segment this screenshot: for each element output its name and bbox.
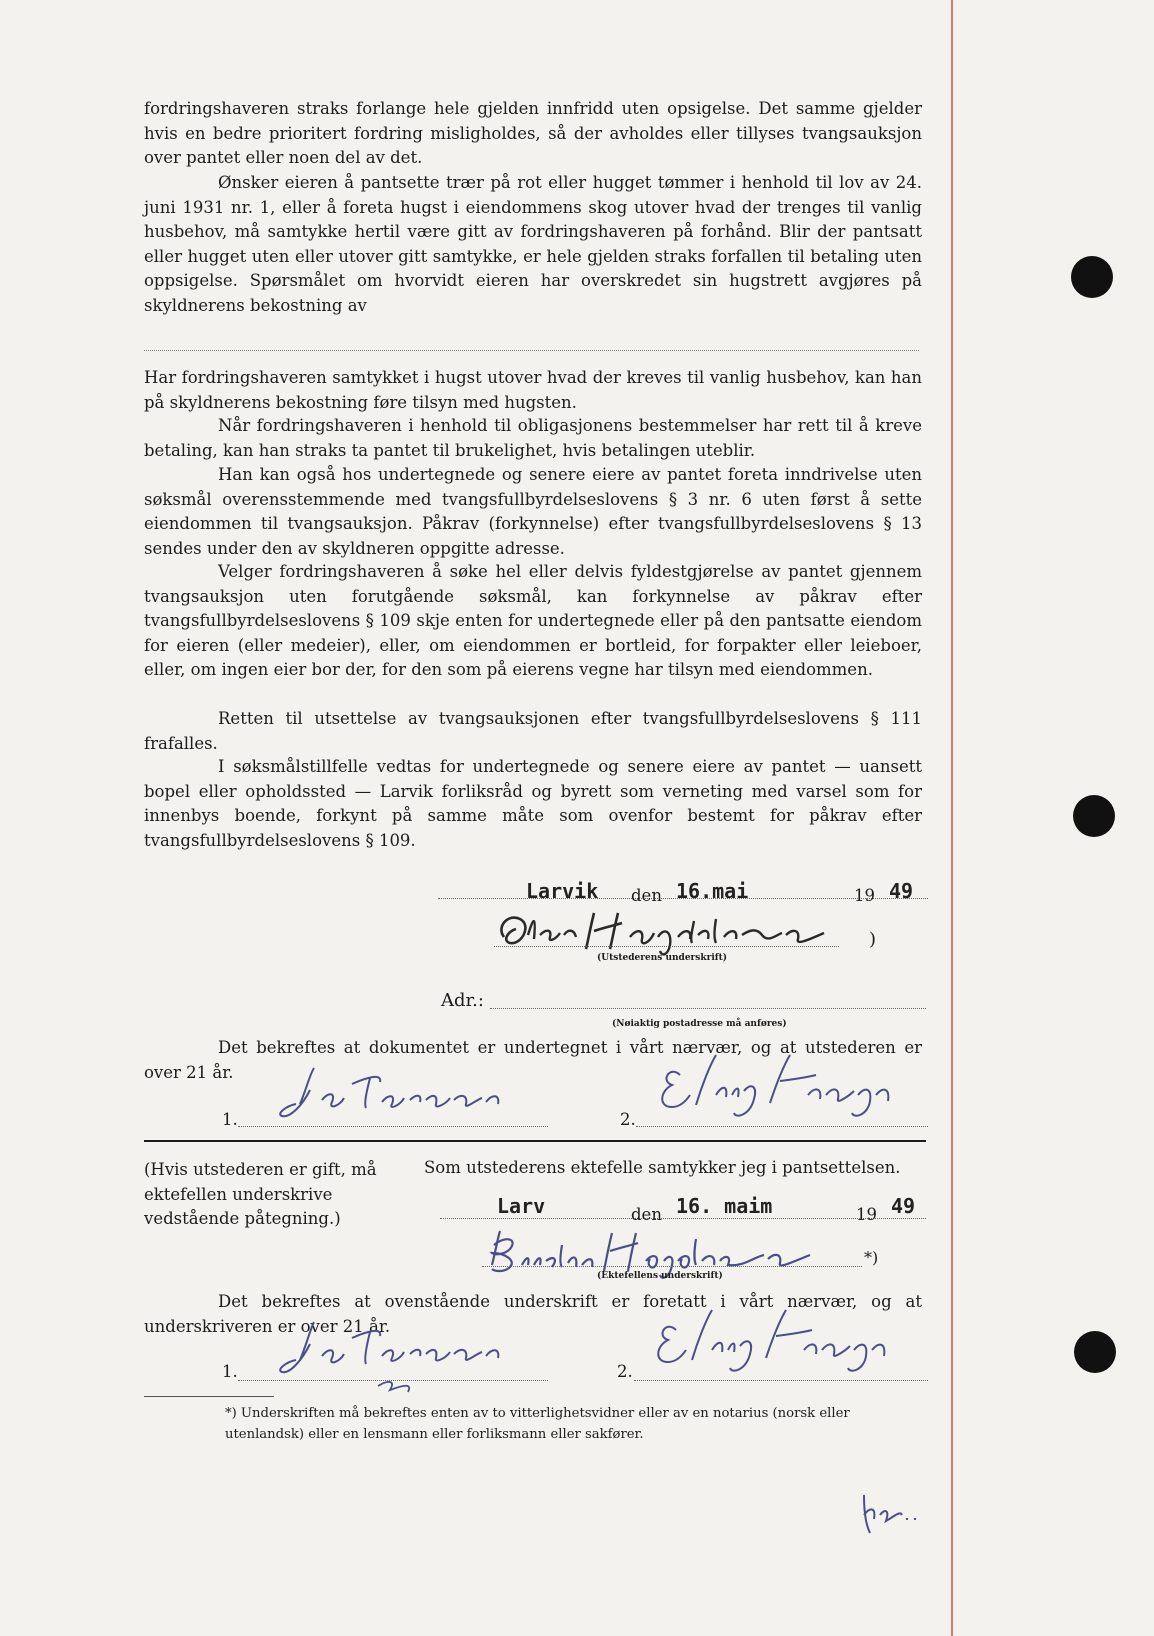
address-caption: (Nøiaktig postadresse må anføres) bbox=[612, 1019, 787, 1029]
spouse-place: Larv bbox=[497, 1194, 546, 1218]
margin-rule bbox=[951, 0, 953, 1636]
spouse-signature-close: *) bbox=[864, 1248, 879, 1267]
paragraph-2: Ønsker eieren å pantsette trær på rot eller hugget tømmer i henhold til lov av 24. juni 1931 nr. 1, eller å foreta hugst i eiendommens skog utover hvad der trenges til vanlig husbehov, må samtykke hertil være gitt av fordringshaveren på forhånd. Blir der pantsatt eller hugget uten eller utover gitt samtykke, er hele gjelden straks forfallen til betaling uten oppsigelse. Spørsmålet om hvorvidt eieren har overskredet sin hugstrett avgjøres på skyldnerens bekostning av bbox=[144, 173, 922, 315]
spouse-date-line bbox=[440, 1218, 926, 1219]
punch-hole bbox=[1073, 795, 1115, 837]
footnote: *) Underskriften må bekreftes enten av to vitterlighetsvidner eller av en notarius (norsk eller utenlandsk) eller en lensmann eller forliksmann eller sakfører. bbox=[225, 1406, 850, 1442]
punch-hole bbox=[1071, 256, 1113, 298]
marginal-initials bbox=[856, 1485, 926, 1545]
issuer-place: Larvik bbox=[526, 879, 599, 903]
paragraph-5: Han kan også hos undertegnede og senere eiere av pantet foreta inndrivelse uten søksmål overensstemmende med tvangsfullbyrdelseslovens § 3 nr. 6 uten først å sette eiendommen til tvangsauksjon. Påkrav (forkynnelse) efter tvangsfullbyrdelseslovens § 13 sendes under den av skyldneren oppgitte adresse. bbox=[144, 465, 922, 558]
witness1-signature-2 bbox=[640, 1045, 940, 1125]
witness2-signature-1 bbox=[270, 1310, 560, 1400]
spouse-consent: Som utstederens ektefelle samtykker jeg i pantsettelsen. bbox=[424, 1158, 901, 1177]
paragraph-1: fordringshaveren straks forlange hele gjelden innfridd uten opsigelse. Det samme gjelder hvis en bedre prioritert fordring misligholdes, så der avholdes eller tillyses tvangsauksjon over pantet eller noen del av det. bbox=[144, 99, 922, 167]
witness-statement-2: Det bekreftes at ovenstående underskrift er foretatt i vårt nærvær, og at underskriveren er over 21 år. bbox=[144, 1292, 922, 1336]
punch-hole bbox=[1074, 1331, 1116, 1373]
witness1-signature-1 bbox=[270, 1060, 550, 1130]
spouse-den-label: den bbox=[631, 1205, 662, 1224]
issuer-signature-close: ) bbox=[869, 929, 877, 950]
footnote-rule bbox=[144, 1396, 274, 1397]
address-label: Adr.: bbox=[441, 990, 484, 1011]
paragraph-3: Har fordringshaveren samtykket i hugst utover hvad der kreves til vanlig husbehov, kan han på skyldnerens bekostning føre tilsyn med hugsten. bbox=[144, 368, 922, 412]
issuer-year-suffix: 49 bbox=[889, 879, 914, 903]
witness2-signature-2 bbox=[636, 1298, 936, 1383]
spouse-signature-line bbox=[482, 1266, 862, 1267]
issuer-den-label: den bbox=[631, 886, 662, 905]
issuer-year-prefix: 19 bbox=[854, 886, 875, 905]
address-line bbox=[490, 1008, 926, 1009]
spouse-signature-caption: (Ektefellens underskrift) bbox=[597, 1271, 723, 1281]
dotted-rule bbox=[144, 350, 919, 351]
paragraph-7: Retten til utsettelse av tvangsauksjonen efter tvangsfullbyrdelseslovens § 111 frafalles. bbox=[144, 709, 922, 753]
spouse-year-prefix: 19 bbox=[856, 1205, 877, 1224]
issuer-date: 16.mai bbox=[676, 879, 749, 903]
issuer-signature-line bbox=[494, 946, 839, 947]
spouse-note: (Hvis utstederen er gift, må ektefellen underskrive vedstående påtegning.) bbox=[144, 1160, 377, 1228]
witness2-number-1: 1. bbox=[222, 1362, 238, 1381]
issuer-signature bbox=[494, 905, 877, 960]
witness2-number-2: 2. bbox=[617, 1362, 633, 1381]
witness1-number-1: 1. bbox=[222, 1110, 238, 1129]
spouse-date: 16. maim bbox=[676, 1194, 773, 1218]
witness1-line-2 bbox=[636, 1126, 928, 1127]
witness-statement-1: Det bekreftes at dokumentet er undertegnet i vårt nærvær, og at utstederen er over 21 år. bbox=[144, 1038, 922, 1082]
paragraph-4: Når fordringshaveren i henhold til obligasjonens bestemmelser har rett til å kreve betaling, kan han straks ta pantet til brukelighet, hvis betalingen uteblir. bbox=[144, 416, 922, 460]
section-divider bbox=[144, 1140, 926, 1142]
paragraph-8: I søksmålstillfelle vedtas for undertegnede og senere eiere av pantet — uansett bopel eller opholdssted — Larvik forliksråd og byrett som verneting med varsel som for innenbys boende, forkynt på samme måte som ovenfor bestemt for påkrav efter tvangsfullbyrdelseslovens § 109. bbox=[144, 757, 922, 850]
witness1-number-2: 2. bbox=[620, 1110, 636, 1129]
paragraph-6: Velger fordringshaveren å søke hel eller delvis fyldestgjørelse av pantet gjennem tvangsauksjon uten forutgående søksmål, kan forkynnelse av påkrav efter tvangsfullbyrdelseslovens § 109 skje enten for undertegnede eller på den pantsatte eiendom for eieren (eller medeier), eller, om eiendommen er bortleid, for forpakter eller leieboer, eller, om ingen eier bor der, for den som på eierens vegne har tilsyn med eiendommen. bbox=[144, 562, 922, 679]
spouse-year-suffix: 49 bbox=[891, 1194, 916, 1218]
issuer-signature-caption: (Utstederens underskrift) bbox=[597, 953, 728, 963]
